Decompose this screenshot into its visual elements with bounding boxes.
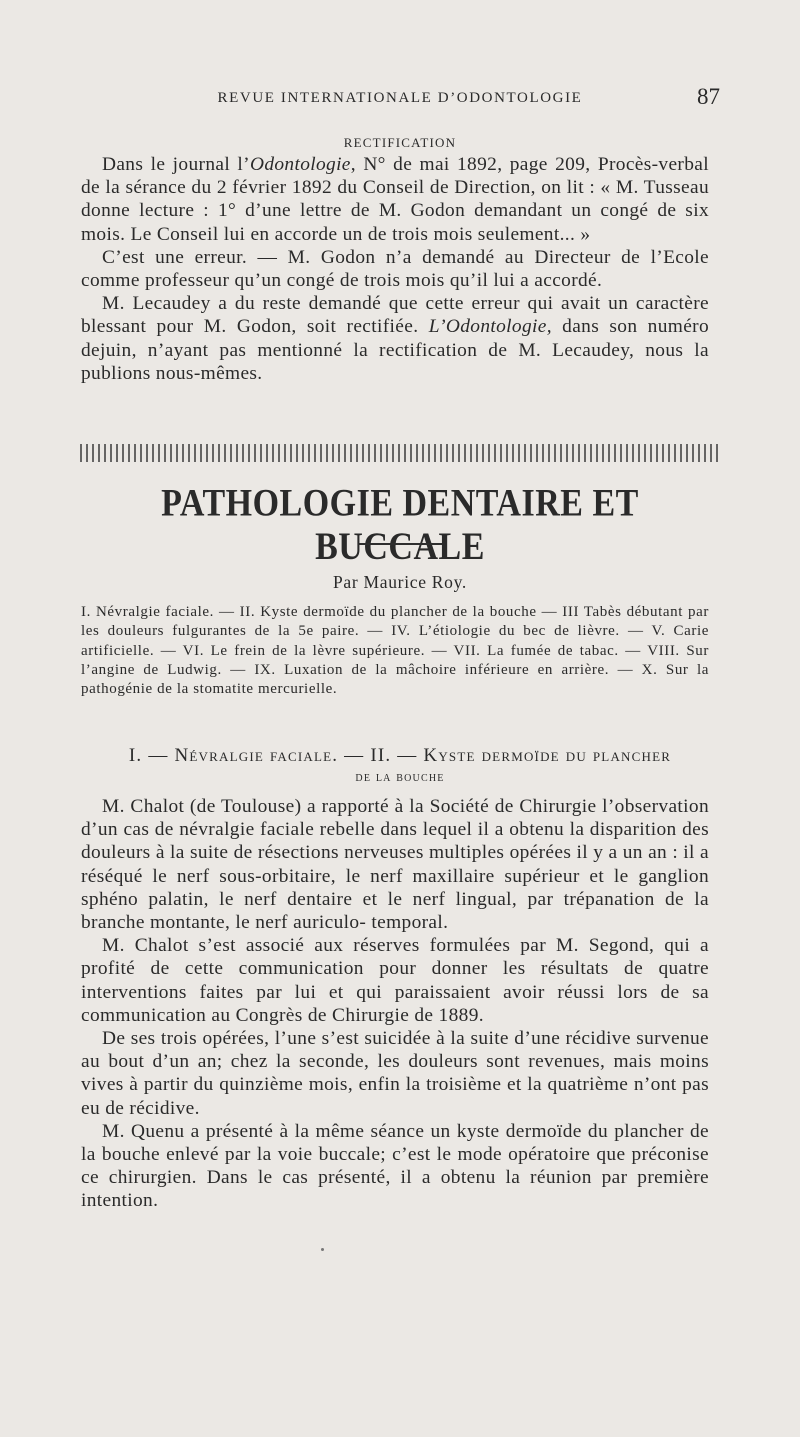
title-rule [358,543,442,545]
running-title: REVUE INTERNATIONALE D’ODONTOLOGIE [217,90,583,106]
paper-speck [321,1248,324,1251]
text-run: dans son numéro dejuin, n’ayant pas mentionné la rectification de M. Lecaudey, nous la publions nous-mêmes. [81,316,710,384]
page-number: 87 [697,84,720,109]
running-head [80,86,720,116]
text-run: , N° de mai 1892, page 209, Procès-verbal de la sérance du 2 février 1892 du Conseil de Direction, on lit : « M. Tusseau donne lecture : 1° d’une lettre de M. Godon demandant un congé de six mois. Le Conseil lui en accorde un de trois mois seulement... » [81,154,709,245]
rectification-label: RECTIFICATION [343,135,457,150]
body-paragraph-3: De ses trois opérées, l’une s’est suicidée à la suite d’une récidive survenue au bout d’un an; chez la seconde, les douleurs sont revenues, mais moins vives à partir du quinzième mois, enfin la troisième et la quatrième n’ont pas eu de récidive. [81,1028,709,1119]
body-paragraph-2: M. Chalot s’est associé aux réserves formulées par M. Segond, qui a profité de cette communication pour donner les résultats de quatre interventions faites par lui et qui paraissaient avoir réussi lors de sa communication au Congrès de Chirurgie de 1889. [81,935,709,1026]
rectification-text [81,153,709,385]
byline: Par Maurice Roy. [333,572,467,592]
text-run: Dans le journal l’ [102,154,250,175]
section-title: PATHOLOGIE DENTAIRE ET BUCCALE [161,482,639,569]
journal-name: Odontologie [249,154,351,175]
article-body [81,795,709,1213]
ornamental-divider [80,444,720,462]
contents-summary: I. Névralgie faciale. — II. Kyste dermoïde du plancher de la bouche — III Tabès débutant par les douleurs fulgurantes de la 5e paire. — IV. L’étiologie du bec de lièvre. — V. Carie artificielle. — VI. Le frein de la lèvre supérieure. — VII. La fumée de tabac. — VIII. Sur l’angine de Ludwig. — IX. Luxation de la mâchoire inférieure en arrière. — X. Sur la pathogénie de la stomatite mercurielle. [81,604,709,698]
rectification-paragraph-1 [81,153,709,246]
rectification-paragraph-2: C’est une erreur. — M. Godon n’a demandé au Directeur de l’Ecole comme professeur qu’un congé de trois mois qu’il lui a accordé. [81,246,709,292]
subhead-continuation: de la bouche [355,770,445,785]
body-paragraph-4: M. Quenu a présenté à la même séance un kyste dermoïde du plancher de la bouche enlevé par la voie buccale; c’est le mode opératoire que préconise ce chirurgien. Dans le cas présenté, il a obtenu la réunion par première intention. [81,1120,709,1212]
rectification-paragraph-3 [81,292,709,385]
body-paragraph-1: M. Chalot (de Toulouse) a rapporté à la Société de Chirurgie l’observation d’un cas de névralgie faciale rebelle dans lequel il a obtenu la disparition des douleurs à la suite de résections nerveuses multiples opérées il y a un an : il a réséqué le nerf sous-orbitaire, le nerf maxillaire supérieur et le ganglion sphéno palatin, le nerf dentaire et le nerf lingual, par trépanation de la branche montante, le nerf auriculo- temporal. [81,796,709,934]
journal-name: L’Odontologie, [428,316,552,338]
text-run: M. Lecaudey a du reste demandé que cette erreur qui avait un caractère blessant pour M. Godon, soit rectifiée. [81,293,709,338]
subhead: I. — Névralgie faciale. — II. — Kyste dermoïde du plancher [128,745,672,766]
